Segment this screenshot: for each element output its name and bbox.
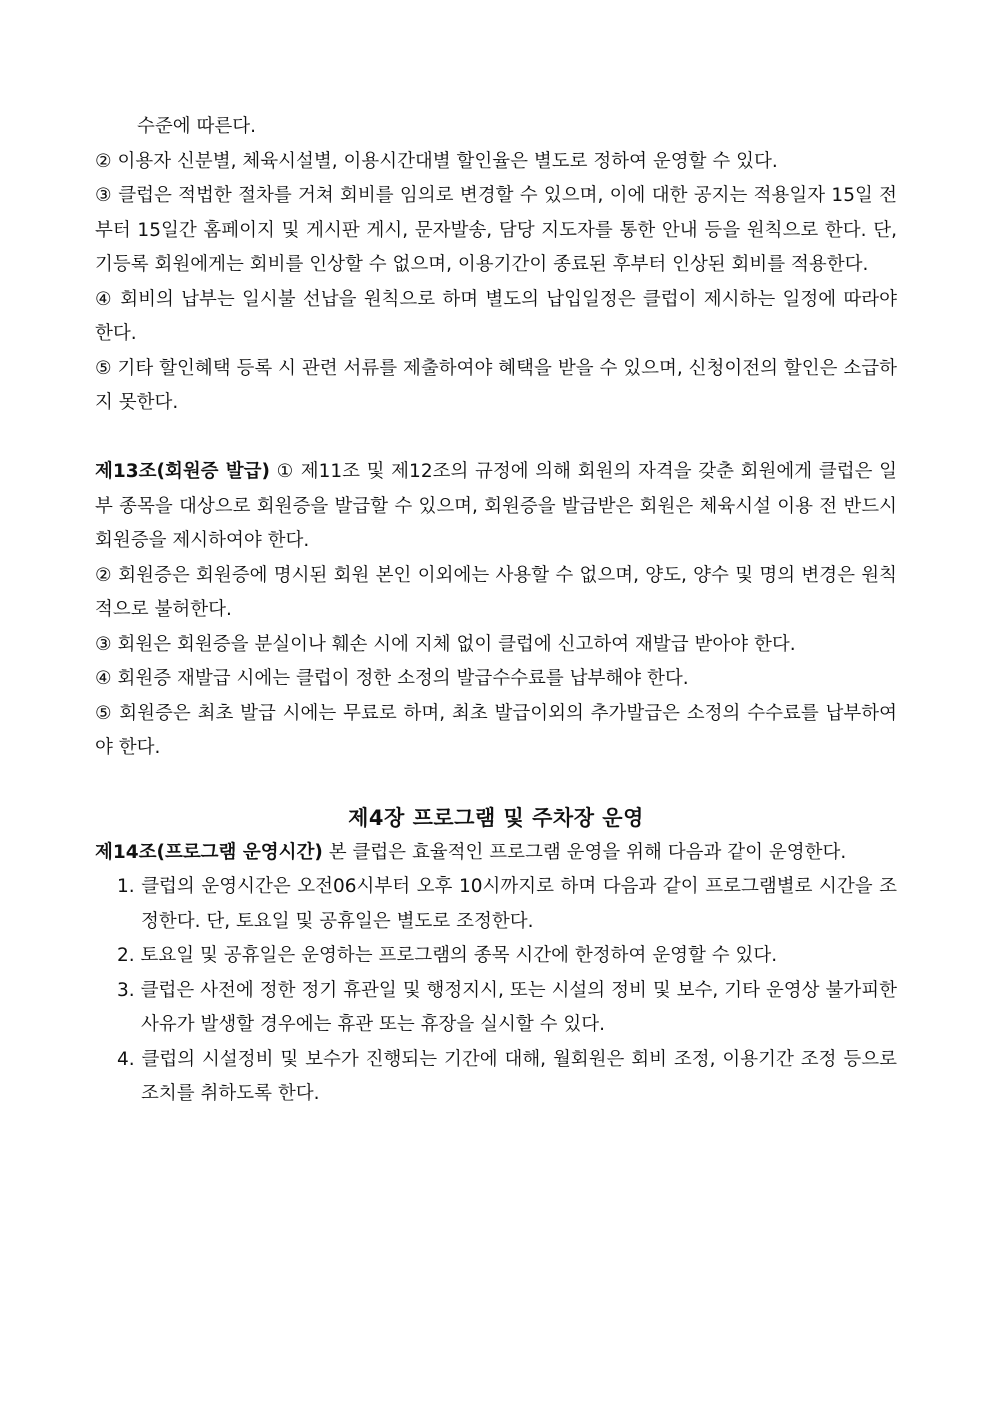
- article-14-title: 제14조(프로그램 운영시간): [95, 841, 323, 863]
- article-13-paragraph-1: [95, 455, 897, 559]
- article-13-paragraph-5: ⑤ 회원증은 최초 발급 시에는 무료로 하며, 최초 발급이외의 추가발급은 소정의 수수료를 납부하여야 한다.: [95, 702, 897, 758]
- article-12-paragraph-3: ③ 클럽은 적법한 절차를 거쳐 회비를 임의로 변경할 수 있으며, 이에 대한 공지는 적용일자 15일 전부터 15일간 홈페이지 및 게시판 게시, 문자발송, 담당 지도자를 통한 안내 등을 원칙으로 한다. 단, 기등록 회원에게는 회비를 인상할 수 없으며, 이용기간이 종료된 후부터 인상된 회비를 적용한다.: [95, 185, 897, 275]
- article-13-title: 제13조(회원증 발급): [95, 461, 270, 482]
- article-14-item-4: 4. 클럽의 시설정비 및 보수가 진행되는 기간에 대해, 월회원은 회비 조정, 이용기간 조정 등으로 조치를 취하도록 한다.: [117, 1048, 897, 1104]
- article-14-intro: [95, 836, 897, 871]
- article-12-paragraph-2: ② 이용자 신분별, 체육시설별, 이용시간대별 할인율은 별도로 정하여 운영할 수 있다.: [95, 150, 778, 172]
- spacer: [95, 421, 897, 456]
- article-13-paragraph-3: ③ 회원은 회원증을 분실이나 훼손 시에 지체 없이 클럽에 신고하여 재발급 받아야 한다.: [95, 633, 796, 655]
- article-14-item-1: 1. 클럽의 운영시간은 오전06시부터 오후 10시까지로 하며 다음과 같이 프로그램별로 시간을 조정한다. 단, 토요일 및 공휴일은 별도로 조정한다.: [117, 876, 897, 932]
- article-13-paragraph-1-text: ① 제11조 및 제12조의 규정에 의해 회원의 자격을 갖춘 회원에게 클럽은 일부 종목을 대상으로 회원증을 발급할 수 있으며, 회원증을 발급받은 회원은 체육시설 이용 전 반드시 회원증을 제시하여야 한다.: [95, 461, 897, 551]
- article-14-intro-text: 본 클럽은 효율적인 프로그램 운영을 위해 다음과 같이 운영한다.: [322, 841, 847, 863]
- article-12-paragraph-5: ⑤ 기타 할인혜택 등록 시 관련 서류를 제출하여야 혜택을 받을 수 있으며, 신청이전의 할인은 소급하지 못한다.: [95, 357, 897, 413]
- article-13-paragraph-2: ② 회원증은 회원증에 명시된 회원 본인 이외에는 사용할 수 없으며, 양도, 양수 및 명의 변경은 원칙적으로 불허한다.: [95, 564, 897, 620]
- article-14-item-2: 2. 토요일 및 공휴일은 운영하는 프로그램의 종목 시간에 한정하여 운영할 수 있다.: [117, 945, 778, 966]
- article-12-continuation: 수준에 따른다.: [137, 116, 256, 137]
- article-14-item-3: 3. 클럽은 사전에 정한 정기 휴관일 및 행정지시, 또는 시설의 정비 및 보수, 기타 운영상 불가피한 사유가 발생할 경우에는 휴관 또는 휴장을 실시할 수 있다.: [117, 979, 897, 1035]
- article-13-paragraph-4: ④ 회원증 재발급 시에는 클럽이 정한 소정의 발급수수료를 납부해야 한다.: [95, 668, 689, 689]
- chapter-4-heading: 제4장 프로그램 및 주차장 운영: [348, 805, 644, 830]
- document-page: [95, 110, 897, 1112]
- article-12-paragraph-4: ④ 회비의 납부는 일시불 선납을 원칙으로 하며 별도의 납입일정은 클럽이 제시하는 일정에 따라야 한다.: [95, 288, 897, 344]
